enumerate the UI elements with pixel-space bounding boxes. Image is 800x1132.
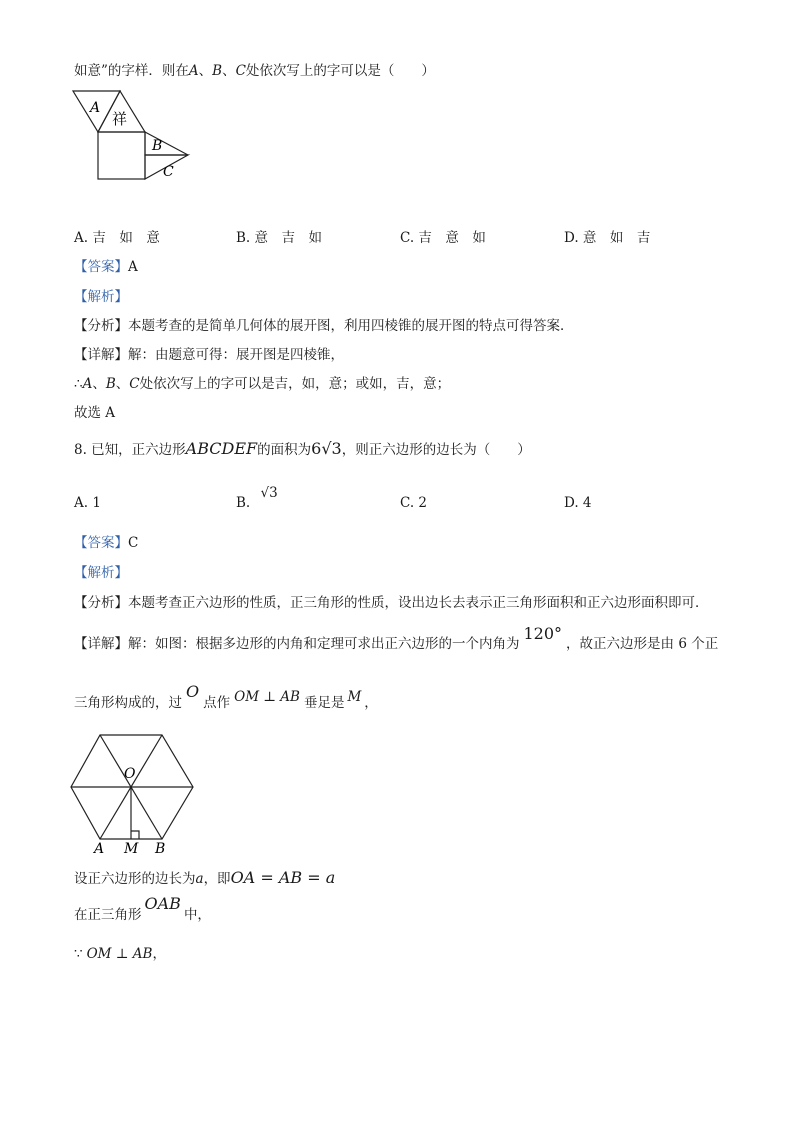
line2-a: 三角形构成的，过: [74, 695, 182, 711]
fenxi-text: 本题考查正六边形的性质，正三角形的性质，设出边长去表示正三角形面积和正六边形面积即可．: [128, 595, 709, 611]
therefore-symbol: ∴: [74, 376, 83, 392]
sep: 、: [115, 376, 130, 392]
because-equation: OM ⊥ AB: [86, 946, 153, 962]
q7-stem-end: 处依次写上的字可以是（ ）: [245, 63, 435, 79]
because-end: ，: [152, 946, 166, 962]
q8-hexagon-figure: [66, 732, 206, 854]
set-a: a: [195, 871, 204, 887]
therefore-c: C: [129, 376, 140, 392]
q7-stem: [74, 62, 435, 80]
tri-end: 中，: [183, 907, 211, 923]
q7-option-d[interactable]: D. 意 如 吉: [564, 230, 651, 246]
q8-area: 6√3: [311, 439, 342, 458]
q7-stem-b: B: [212, 63, 223, 79]
xiangjie-text: 解：由题意可得：展开图是四棱锥，: [128, 347, 344, 363]
q7-option-b[interactable]: B. 意 吉 如: [236, 230, 323, 246]
q8-analysis-tag: 【解析】: [74, 565, 128, 581]
answer-tag: 【答案】: [74, 259, 128, 275]
point-o: O: [186, 682, 200, 701]
point-m: M: [347, 689, 362, 705]
q7-option-a[interactable]: A. 吉 如 意: [74, 230, 160, 246]
line2-c: 垂足是: [303, 695, 345, 711]
q8-set: [74, 869, 335, 888]
q7-stem-c: C: [235, 63, 246, 79]
net-label-b: B: [152, 138, 163, 154]
q8-option-b[interactable]: [236, 485, 278, 512]
xiangjie-tag: 【详解】: [74, 347, 128, 363]
fenxi-tag: 【分析】: [74, 318, 128, 334]
net-label-xiang: 祥: [112, 110, 128, 128]
q8-option-d[interactable]: D. 4: [564, 495, 592, 511]
xiangjie-text: 解：如图：根据多边形的内角和定理可求出正六边形的一个内角为: [128, 636, 520, 652]
xiangjie-tag: 【详解】: [74, 636, 128, 652]
q8-option-c[interactable]: C. 2: [400, 495, 428, 511]
therefore-tail: 处依次写上的字可以是吉，如，意；或如，吉，意；: [139, 376, 451, 392]
sep: 、: [92, 376, 106, 392]
hex-label-o: O: [124, 766, 136, 782]
q8-angle: 120°: [523, 624, 563, 643]
q8-mid: 的面积为: [257, 442, 312, 458]
sep: 、: [222, 63, 236, 79]
q8-stem: [74, 440, 531, 459]
perp-expression: OM ⊥ AB: [234, 689, 300, 705]
line2-b: 点作: [203, 695, 231, 711]
q7-stem-text: 如意”的字样．则在: [74, 63, 189, 79]
line2-d: ，: [364, 695, 378, 711]
q7-answer: [74, 258, 138, 276]
set-mid: ，即: [203, 871, 231, 887]
q7-analysis-tag: 【解析】: [74, 289, 128, 305]
hex-label-m: M: [124, 841, 139, 854]
hex-label-b: B: [155, 841, 166, 854]
net-label-c: C: [163, 164, 174, 180]
answer-value: C: [128, 535, 139, 551]
q8-num: 8. 已知，正六边形: [74, 442, 186, 458]
answer-value: A: [128, 259, 138, 275]
q7-fenxi: [74, 317, 574, 335]
net-label-a: A: [90, 100, 101, 116]
net-square: [98, 132, 145, 179]
q7-stem-a: A: [188, 63, 199, 79]
q8-hexagon-name: ABCDEF: [185, 439, 258, 458]
because-symbol: ∵: [74, 946, 83, 962]
tri-text: 在正三角形: [74, 907, 142, 923]
q8-fenxi: [74, 594, 709, 612]
hex-label-a: A: [94, 841, 105, 854]
q8-end: ，则正六边形的边长为（ ）: [341, 442, 531, 458]
q8-option-a[interactable]: A. 1: [74, 495, 101, 511]
q7-xiangjie: [74, 346, 344, 364]
q8-line2: [74, 682, 378, 712]
q8-triangle: [74, 894, 211, 924]
set-text: 设正六边形的边长为: [74, 871, 196, 887]
xiangjie-tail: ，故正六边形是由 6 个正: [566, 636, 719, 652]
q7-choose: 故选 A: [74, 405, 116, 421]
q7-option-c[interactable]: C. 吉 意 如: [400, 230, 486, 246]
therefore-a: A: [82, 376, 93, 392]
q8-answer: [74, 534, 138, 552]
fenxi-text: 本题考查的是简单几何体的展开图，利用四棱锥的展开图的特点可得答案．: [128, 318, 574, 334]
q7-net-figure: [68, 86, 198, 196]
q8-option-b-value: √3: [260, 485, 278, 501]
right-angle-mark: [131, 831, 139, 839]
q7-therefore: [74, 375, 450, 393]
therefore-b: B: [105, 376, 116, 392]
sep: 、: [198, 63, 213, 79]
q8-option-b-label: B.: [236, 495, 251, 511]
set-equation: OA = AB = a: [230, 868, 336, 887]
q8-xiangjie: [74, 624, 719, 653]
fenxi-tag: 【分析】: [74, 595, 128, 611]
answer-tag: 【答案】: [74, 535, 128, 551]
q8-because: [74, 945, 166, 963]
tri-name: OAB: [144, 894, 181, 913]
